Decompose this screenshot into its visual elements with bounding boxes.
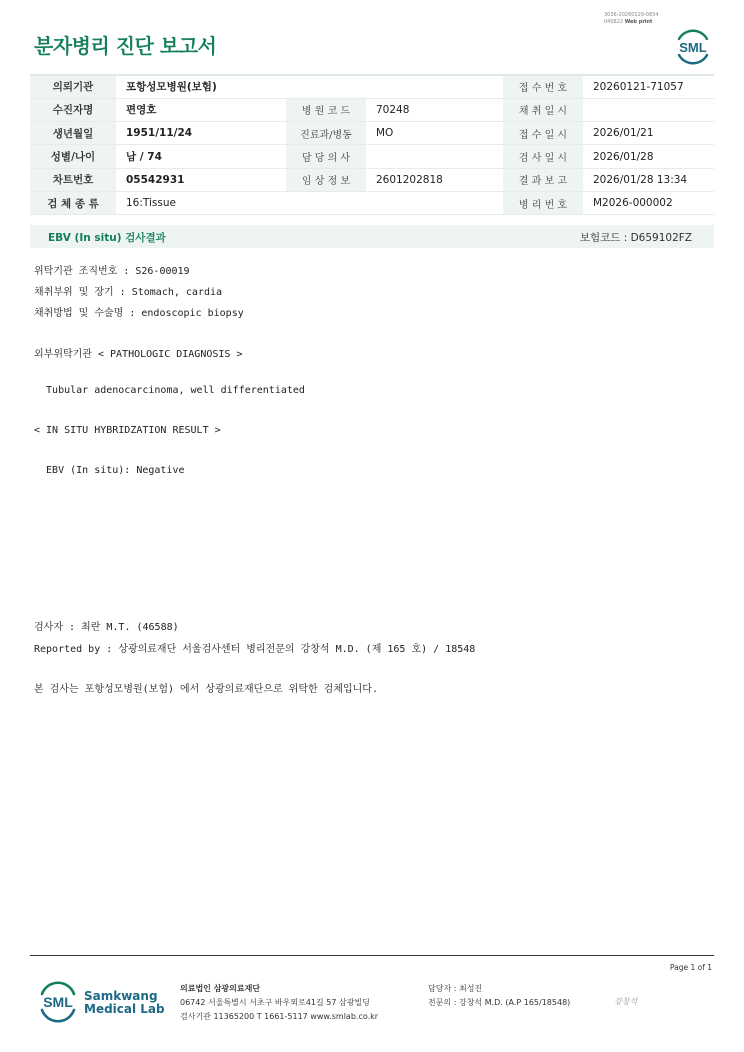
brand-line1: Samkwang [84,989,158,1003]
insurance-code: 보험코드 : D659102FZ [579,232,692,244]
info-value: M2026-000002 [583,191,714,214]
examiner-line: 검사자 : 최란 M.T. (46588) [34,622,179,633]
info-label: 접 수 번 호 [503,75,583,98]
info-value: 1951/11/24 [116,122,286,145]
report-line-diagnosis: Tubular adenocarcinoma, well differentiated [34,385,305,396]
info-label: 병 원 코 드 [286,98,366,121]
report-line-specimen-no: 위탁기관 조직번호 : S26-00019 [34,266,190,277]
info-row [30,122,714,145]
info-label: 담 당 의 사 [286,145,366,168]
info-value [583,98,714,121]
section-header [30,225,714,248]
info-label: 병 리 번 호 [503,191,583,214]
report-line-ish-header: < IN SITU HYBRIDZATION RESULT > [34,425,221,436]
info-value: 20260121-71057 [583,75,714,98]
info-row [30,191,714,214]
patient-info-table [30,74,714,215]
info-row [30,75,714,98]
brand-name [84,990,165,1016]
info-value: 2026/01/21 [583,122,714,145]
info-label: 결 과 보 고 [503,168,583,191]
footer-divider [30,955,714,956]
report-title: 분자병리 진단 보고서 [34,34,217,58]
info-label: 진료과/병동 [286,122,366,145]
sml-footer-logo-text: SML [43,994,73,1010]
info-row [30,145,714,168]
page-number: Page 1 of 1 [669,963,712,972]
info-label: 생년월일 [30,122,116,145]
info-value: 포항성모병원(보험) [116,75,503,98]
sml-footer-logo [36,980,80,1024]
signature: 강창석 [614,997,638,1006]
info-row [30,98,714,121]
info-value: MO [366,122,503,145]
info-label: 수진자명 [30,98,116,121]
sml-logo [672,26,714,68]
section-title: EBV (In situ) 검사결과 [48,232,166,244]
info-label: 의뢰기관 [30,75,116,98]
info-value [366,145,503,168]
info-value: 70248 [366,98,503,121]
print-id [604,12,659,26]
sml-logo-text: SML [679,40,707,55]
info-label: 차트번호 [30,168,116,191]
info-value: 2026/01/28 [583,145,714,168]
info-label: 검 체 종 류 [30,191,116,214]
reported-by-line: Reported by : 상광의료재단 서울검사센터 병리전문의 강창석 M.D. (제 165 호) / 18548 [34,644,476,655]
foundation-info [180,982,378,1024]
info-value: 2601202818 [366,168,503,191]
brand-line2: Medical Lab [84,1002,165,1016]
info-value: 16:Tissue [116,191,503,214]
info-value: 남 / 74 [116,145,286,168]
report-line-diagnosis-header: 외부위탁기관 < PATHOLOGIC DIAGNOSIS > [34,349,243,360]
foundation-address: 06742 서울특별시 서초구 바우뫼로41길 57 삼광빌딩 [180,998,370,1007]
info-value: 2026/01/28 13:34 [583,168,714,191]
info-value: 05542931 [116,168,286,191]
info-label: 채 취 일 시 [503,98,583,121]
referral-notice: 본 검사는 포항성모병원(보험) 에서 상광의료재단으로 위탁한 검체입니다. [34,684,378,695]
report-line-method: 채취방법 및 수술명 : endoscopic biopsy [34,308,244,319]
manager-name: 담당자 : 최성진 [428,984,483,993]
foundation-name: 의료법인 삼광의료재단 [180,984,261,993]
foundation-contact: 검사기관 11365200 T 1661-5117 www.smlab.co.kr [180,1012,379,1021]
info-value: 편영호 [116,98,286,121]
staff-contacts [428,982,570,1010]
report-line-ish-result: EBV (In situ): Negative [34,465,185,476]
specialist-name: 전문의 : 강창석 M.D. (A.P 165/18548) [428,998,571,1007]
print-id-line2: 040822 Web print [604,19,653,25]
info-label: 임 상 정 보 [286,168,366,191]
info-label: 접 수 일 시 [503,122,583,145]
info-label: 성별/나이 [30,145,116,168]
info-label: 검 사 일 시 [503,145,583,168]
info-row [30,168,714,191]
report-line-site: 채취부위 및 장기 : Stomach, cardia [34,287,223,298]
print-id-line1: 3036-20260129-0834 [604,12,659,18]
